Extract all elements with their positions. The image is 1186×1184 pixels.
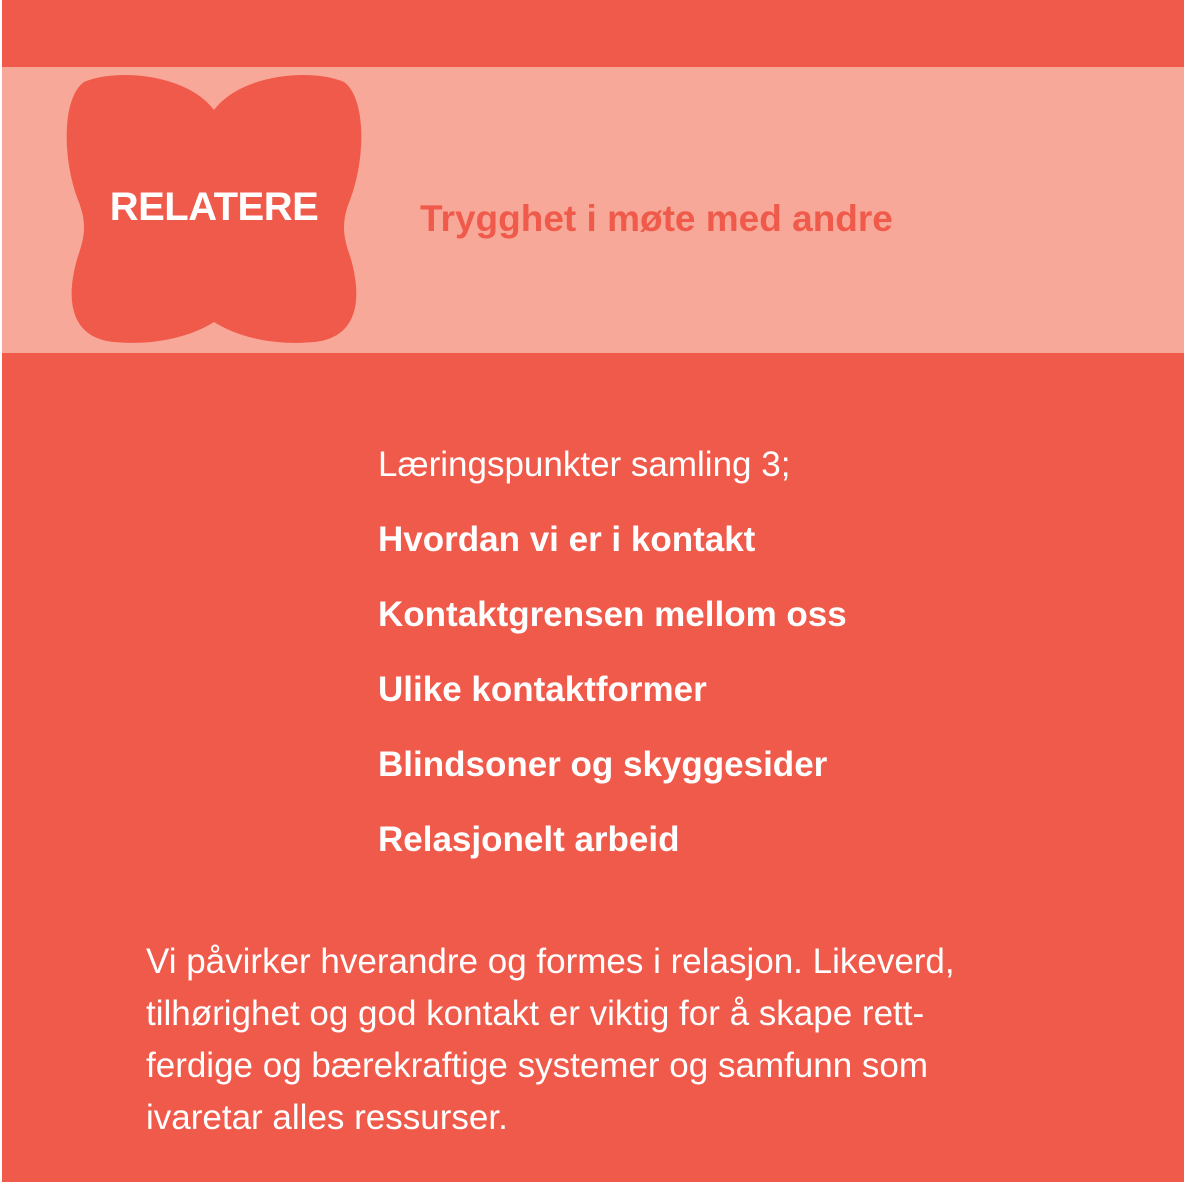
learning-points-heading: Læringspunkter samling 3; (378, 445, 791, 484)
badge-label: RELATERE (109, 184, 319, 229)
description-paragraph (146, 936, 1136, 1144)
learning-point: Relasjonelt arbeid (378, 820, 680, 859)
learning-point: Hvordan vi er i kontakt (378, 520, 756, 559)
page-subtitle: Trygghet i møte med andre (420, 198, 893, 239)
learning-point: Kontaktgrensen mellom oss (378, 595, 847, 634)
description-line: ivaretar alles ressurser. (146, 1098, 508, 1137)
learning-point: Blindsoner og skyggesider (378, 745, 828, 784)
learning-point: Ulike kontaktformer (378, 670, 707, 709)
badge (66, 70, 362, 346)
card (2, 0, 1184, 1182)
learning-points (378, 442, 847, 892)
description-line: tilhørighet og god kontakt er viktig for å skape rett- (146, 994, 925, 1033)
description-line: ferdige og bærekraftige systemer og samfunn som (146, 1046, 929, 1085)
description-line: Vi påvirker hverandre og formes i relasjon. Likeverd, (146, 942, 955, 981)
